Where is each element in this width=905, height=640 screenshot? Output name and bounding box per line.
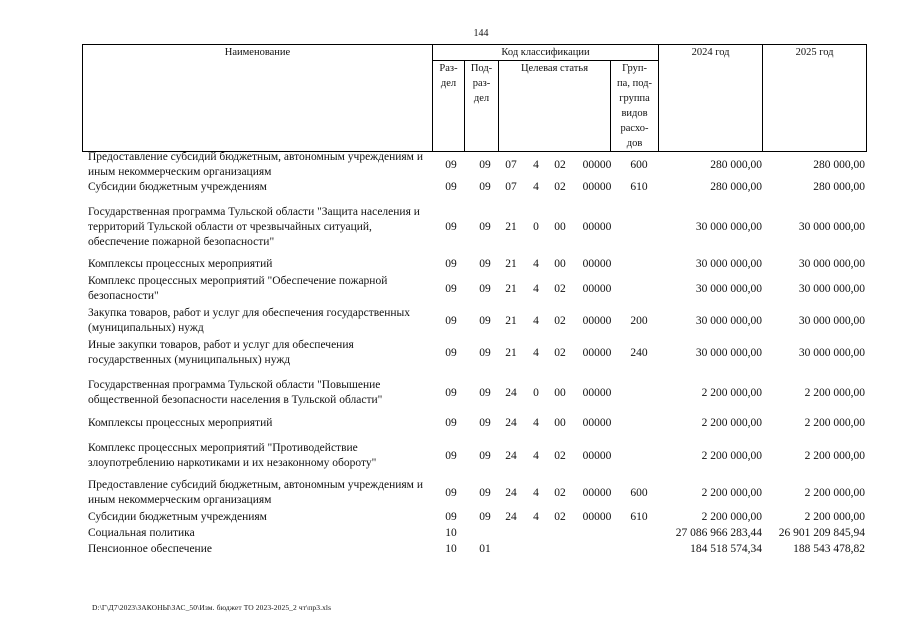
cell-section: 09 [445,283,457,295]
cell-2025: 30 000 000,00 [798,258,865,270]
cell-2024: 2 200 000,00 [701,511,762,523]
cell-event: 02 [554,347,566,359]
cell-2025: 280 000,00 [813,181,865,193]
cell-subprogram: 4 [533,283,539,295]
cell-subsection: 09 [479,159,491,171]
cell-expense-group: 600 [630,487,648,499]
cell-event: 02 [554,450,566,462]
cell-subprogram: 0 [533,387,539,399]
cell-2024: 27 086 966 283,44 [675,527,762,539]
cell-direction: 00000 [582,159,612,171]
cell-2024: 30 000 000,00 [695,283,762,295]
table-row [0,180,905,195]
cell-2025: 2 200 000,00 [804,387,865,399]
cell-subprogram: 4 [533,159,539,171]
cell-2024: 280 000,00 [710,181,762,193]
table-row [0,274,905,304]
cell-subprogram: 4 [533,181,539,193]
cell-event: 02 [554,315,566,327]
cell-section: 09 [445,487,457,499]
cell-name: Закупка товаров, работ и услуг для обеспечения государственных (муниципальных) нужд [88,307,411,334]
cell-section: 10 [445,543,457,555]
cell-subsection: 09 [479,283,491,295]
cell-2025: 30 000 000,00 [798,221,865,233]
cell-name: Предоставление субсидий бюджетным, автономным учреждениям и иным некоммерческим организациям [88,151,423,178]
cell-program: 21 [505,221,517,233]
header-target-article: Целевая статья [499,61,611,152]
cell-2025: 2 200 000,00 [804,511,865,523]
cell-2025: 188 543 478,82 [793,543,865,555]
cell-program: 24 [505,450,517,462]
cell-section: 09 [445,159,457,171]
cell-name: Пенсионное обеспечение [88,543,212,555]
cell-direction: 00000 [582,315,612,327]
cell-program: 24 [505,487,517,499]
cell-name: Комплексы процессных мероприятий [88,258,273,270]
cell-program: 24 [505,417,517,429]
table-row [0,478,905,508]
cell-name: Комплекс процессных мероприятий "Противодействие злоупотреблению наркотиками и их незаконному обороту" [88,442,377,469]
cell-2025: 2 200 000,00 [804,450,865,462]
cell-program: 21 [505,315,517,327]
cell-program: 07 [505,159,517,171]
cell-program: 21 [505,283,517,295]
cell-name: Комплексы процессных мероприятий [88,417,273,429]
header-2024: 2024 год [659,45,763,152]
table-row [0,378,905,408]
cell-event: 02 [554,487,566,499]
header-expense-group: Груп- па, под- группа видов расхо- дов [611,61,659,152]
table-row [0,416,905,431]
cell-name: Субсидии бюджетным учреждениям [88,181,267,193]
cell-section: 09 [445,258,457,270]
cell-subsection: 09 [479,347,491,359]
table-row [0,150,905,180]
cell-expense-group: 610 [630,511,648,523]
cell-2024: 184 518 574,34 [690,543,762,555]
cell-subsection: 09 [479,450,491,462]
cell-name: Социальная политика [88,527,195,539]
cell-2024: 30 000 000,00 [695,315,762,327]
cell-expense-group: 200 [630,315,648,327]
cell-section: 10 [445,527,457,539]
cell-direction: 00000 [582,283,612,295]
cell-event: 00 [554,387,566,399]
cell-2025: 26 901 209 845,94 [778,527,865,539]
cell-subsection: 09 [479,221,491,233]
cell-2024: 2 200 000,00 [701,417,762,429]
cell-event: 02 [554,159,566,171]
cell-subsection: 01 [479,543,491,555]
cell-name: Государственная программа Тульской области "Защита населения и территорий Тульской области от чрезвычайных ситуаций, обеспечение пожарной безопасности" [88,206,420,248]
cell-subsection: 09 [479,258,491,270]
cell-program: 24 [505,511,517,523]
cell-subprogram: 4 [533,258,539,270]
cell-subprogram: 4 [533,347,539,359]
cell-direction: 00000 [582,417,612,429]
cell-2025: 30 000 000,00 [798,315,865,327]
table-row [0,526,905,541]
cell-subsection: 09 [479,511,491,523]
cell-direction: 00000 [582,221,612,233]
cell-2025: 30 000 000,00 [798,347,865,359]
cell-subprogram: 4 [533,417,539,429]
cell-2024: 2 200 000,00 [701,387,762,399]
cell-event: 00 [554,258,566,270]
page-number: 144 [473,28,489,39]
file-path-footer: D:\Г\Д7\2023\ЗАКОНЫ\ЗАС_50\Изм. бюджет ТО 2023-2025_2 чт\пр3.xls [92,603,332,612]
table-row [0,257,905,272]
cell-subprogram: 4 [533,315,539,327]
cell-subprogram: 0 [533,221,539,233]
cell-section: 09 [445,315,457,327]
cell-program: 21 [505,258,517,270]
table-row [0,306,905,336]
cell-section: 09 [445,221,457,233]
cell-event: 00 [554,417,566,429]
header-name: Наименование [83,45,433,152]
header-code: Код классификации [433,45,659,61]
cell-event: 00 [554,221,566,233]
cell-section: 09 [445,417,457,429]
cell-expense-group: 600 [630,159,648,171]
cell-program: 24 [505,387,517,399]
cell-event: 02 [554,511,566,523]
table-row [0,542,905,557]
cell-2024: 2 200 000,00 [701,450,762,462]
header-subsection: Под- раз- дел [465,61,499,152]
cell-name: Комплекс процессных мероприятий "Обеспечение пожарной безопасности" [88,275,388,302]
cell-subsection: 09 [479,315,491,327]
cell-section: 09 [445,450,457,462]
cell-2025: 280 000,00 [813,159,865,171]
cell-section: 09 [445,387,457,399]
cell-name: Государственная программа Тульской области "Повышение общественной безопасности населения в Тульской области" [88,379,383,406]
cell-2025: 2 200 000,00 [804,487,865,499]
cell-subsection: 09 [479,387,491,399]
cell-direction: 00000 [582,487,612,499]
cell-2024: 30 000 000,00 [695,221,762,233]
cell-subsection: 09 [479,417,491,429]
cell-name: Предоставление субсидий бюджетным, автономным учреждениям и иным некоммерческим организациям [88,479,423,506]
cell-subprogram: 4 [533,450,539,462]
table-row [0,205,905,250]
table-row [0,510,905,525]
header-2025: 2025 год [763,45,867,152]
cell-2025: 30 000 000,00 [798,283,865,295]
cell-program: 07 [505,181,517,193]
cell-direction: 00000 [582,181,612,193]
cell-subsection: 09 [479,487,491,499]
cell-subsection: 09 [479,181,491,193]
cell-event: 02 [554,181,566,193]
cell-section: 09 [445,511,457,523]
table-row [0,441,905,471]
cell-2024: 280 000,00 [710,159,762,171]
cell-direction: 00000 [582,511,612,523]
cell-expense-group: 240 [630,347,648,359]
cell-event: 02 [554,283,566,295]
cell-subprogram: 4 [533,511,539,523]
cell-direction: 00000 [582,258,612,270]
cell-direction: 00000 [582,387,612,399]
header-section: Раз- дел [433,61,465,152]
cell-direction: 00000 [582,450,612,462]
table-row [0,338,905,368]
cell-section: 09 [445,181,457,193]
cell-section: 09 [445,347,457,359]
cell-2024: 2 200 000,00 [701,487,762,499]
cell-subprogram: 4 [533,487,539,499]
cell-2024: 30 000 000,00 [695,258,762,270]
cell-expense-group: 610 [630,181,648,193]
cell-program: 21 [505,347,517,359]
cell-name: Субсидии бюджетным учреждениям [88,511,267,523]
cell-name: Иные закупки товаров, работ и услуг для обеспечения государственных (муниципальных) нужд [88,339,354,366]
cell-2024: 30 000 000,00 [695,347,762,359]
cell-direction: 00000 [582,347,612,359]
cell-2025: 2 200 000,00 [804,417,865,429]
